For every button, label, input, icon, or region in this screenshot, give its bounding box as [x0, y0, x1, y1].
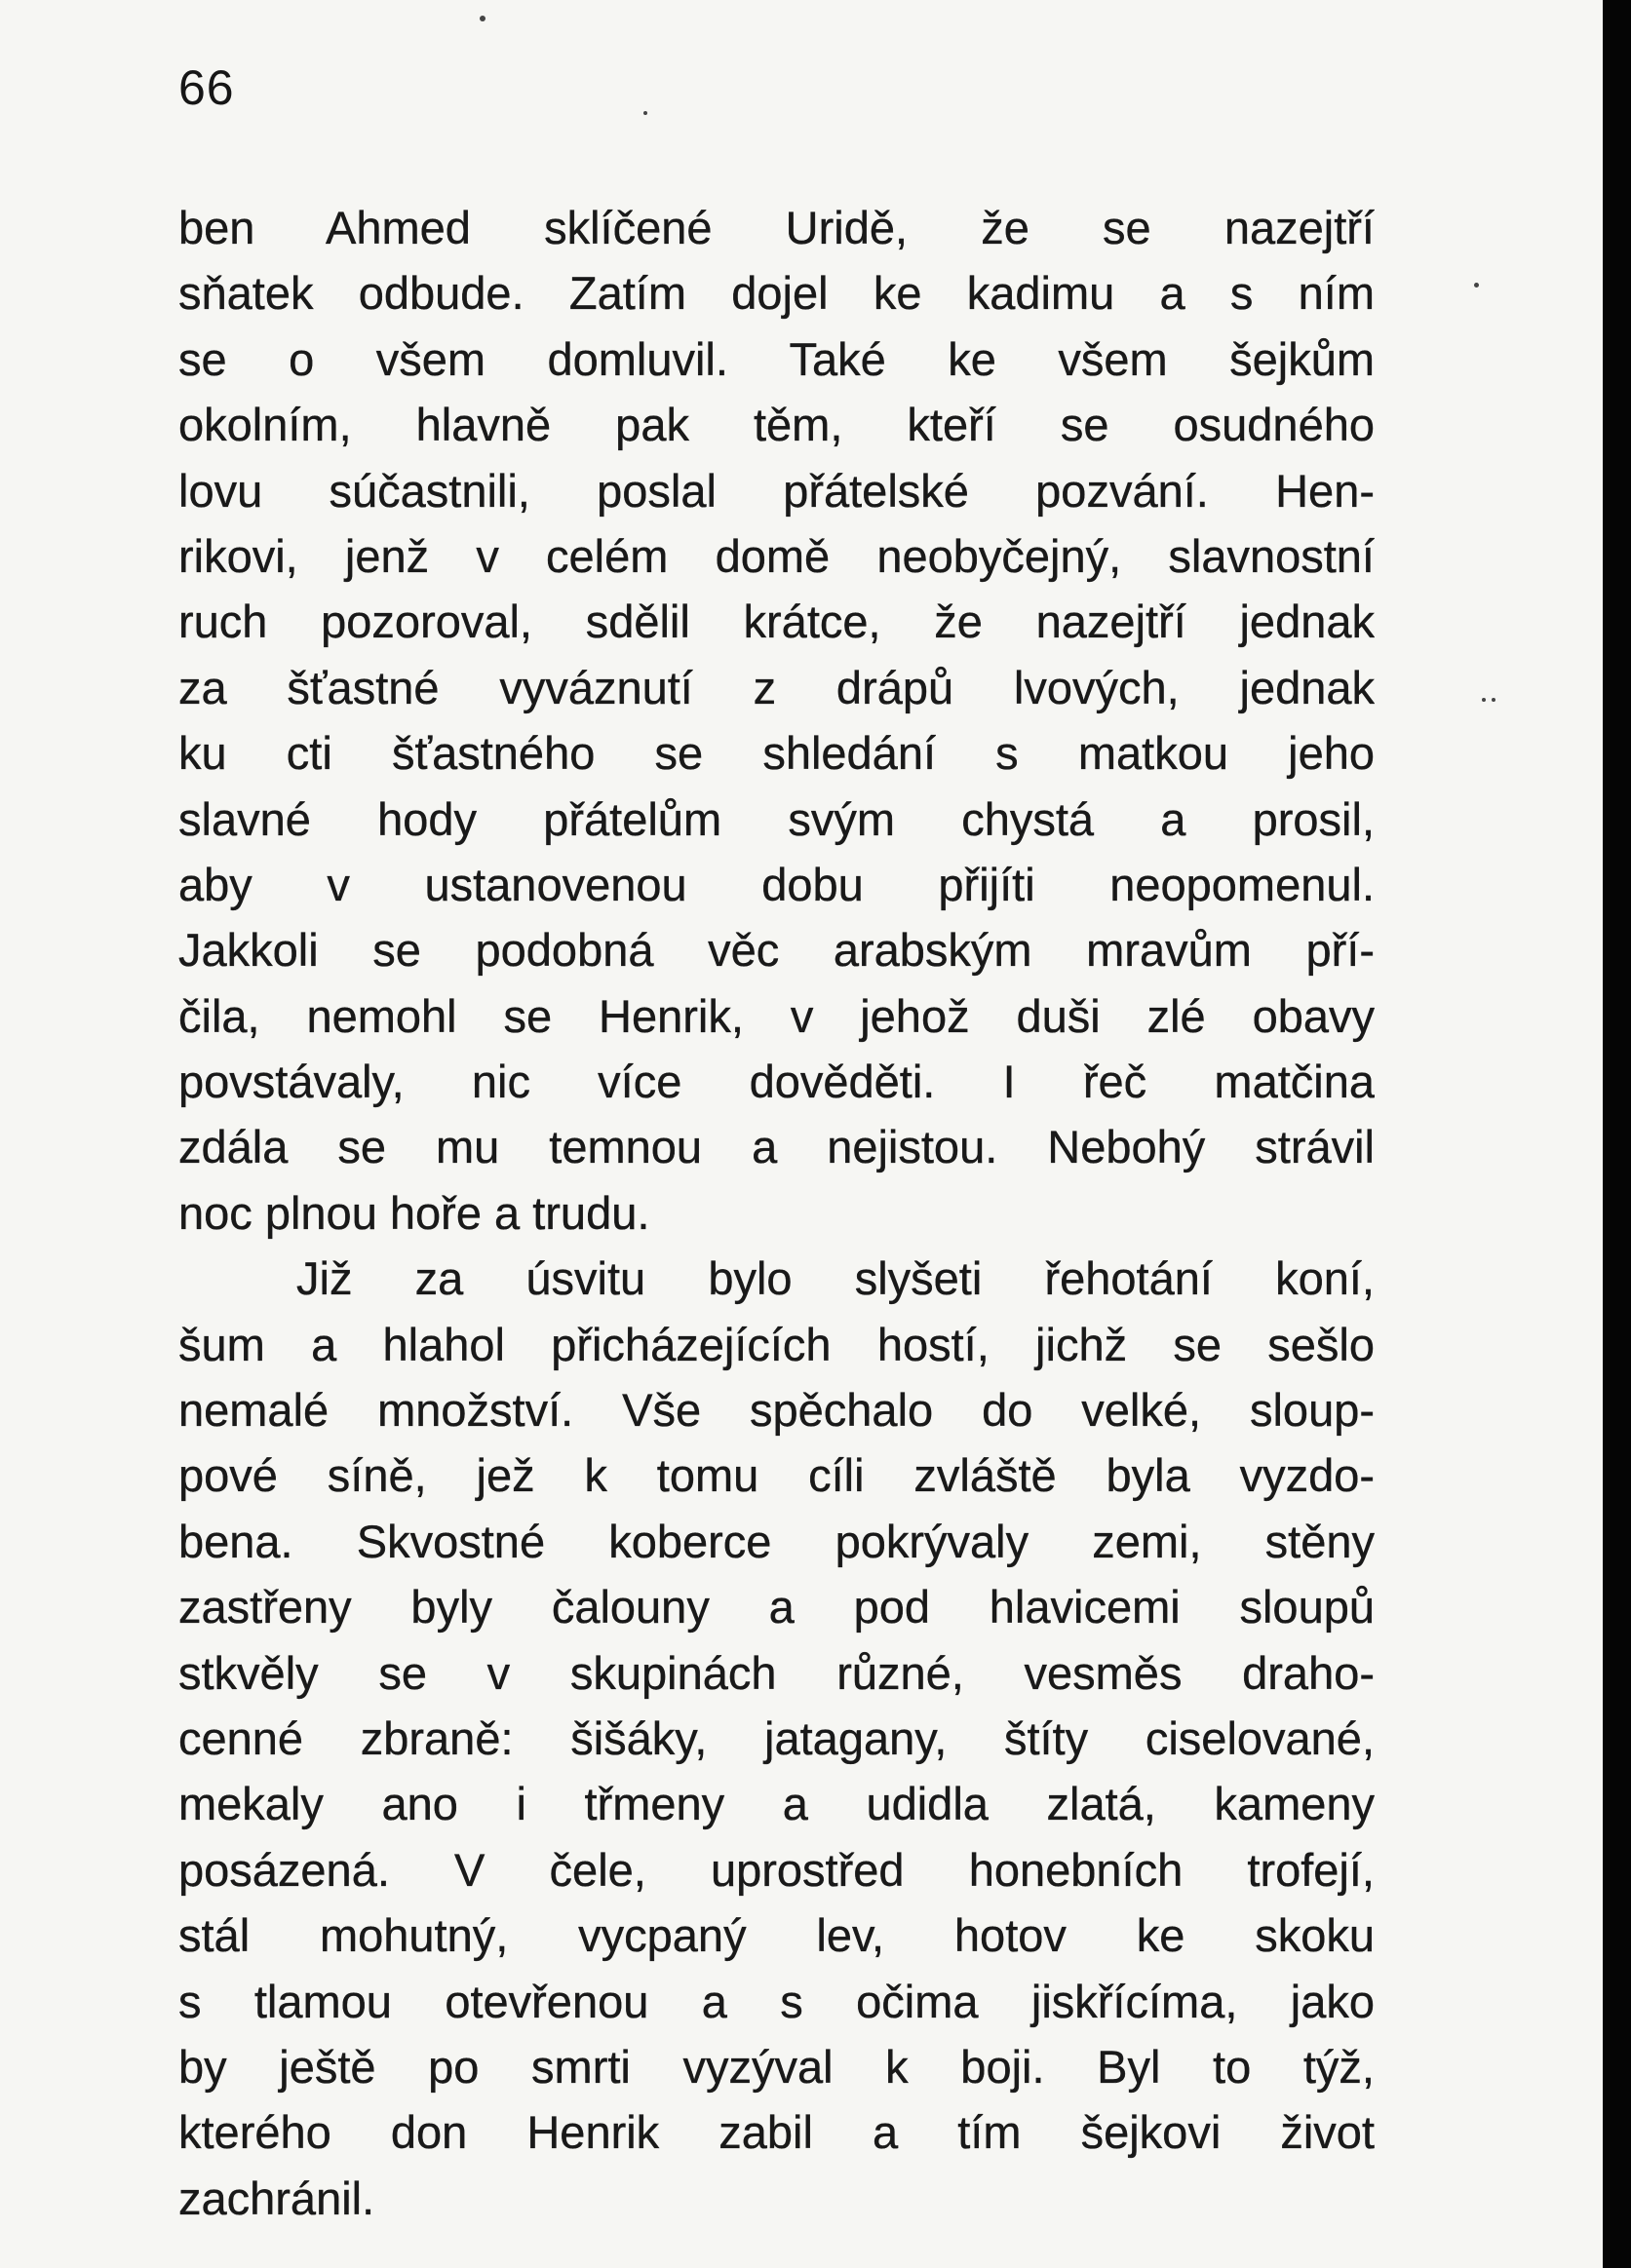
- text-line: sňatek odbude. Zatím dojel ke kadimu a s ním: [178, 267, 1375, 320]
- text-line: noc plnou hoře a trudu.: [178, 1186, 650, 1239]
- text-line: stál mohutný, vycpaný lev, hotov ke skoku: [178, 1909, 1375, 1962]
- text-line: ben Ahmed sklíčené Uridě, že se nazejtří: [178, 202, 1375, 253]
- text-line: šum a hlahol přicházejících hostí, jichž se sešlo: [178, 1318, 1375, 1370]
- text-line: kterého don Henrik zabil a tím šejkovi život: [178, 2106, 1375, 2159]
- text-line: pové síně, jež k tomu cíli zvláště byla vyzdo-: [178, 1449, 1375, 1502]
- text-line: stkvěly se v skupinách různé, vesměs draho-: [178, 1646, 1375, 1699]
- scan-speck: [480, 16, 485, 21]
- paragraph-2: [178, 1246, 1375, 2231]
- scan-speck: [1492, 698, 1495, 702]
- text-line: se o všem domluvil. Také ke všem šejkům: [178, 332, 1375, 385]
- text-line: Již za úsvitu bylo slyšeti řehotání koní,: [296, 1252, 1375, 1305]
- text-line: čila, nemohl se Henrik, v jehož duši zlé obavy: [178, 989, 1375, 1042]
- scan-speck: [1474, 283, 1479, 288]
- text-line: za šťastné vyváznutí z drápů lvových, jednak: [178, 661, 1375, 713]
- text-line: zastřeny byly čalouny a pod hlavicemi sloupů: [178, 1581, 1375, 1634]
- text-line: bena. Skvostné koberce pokrývaly zemi, stěny: [178, 1515, 1375, 1567]
- text-line: slavné hody přátelům svým chystá a prosil,: [178, 792, 1375, 845]
- text-line: posázená. V čele, uprostřed honebních trofejí,: [178, 1843, 1375, 1896]
- text-line: povstávaly, nic více dověděti. I řeč matčina: [178, 1056, 1375, 1108]
- text-line: nemalé množství. Vše spěchalo do velké, sloup-: [178, 1384, 1375, 1437]
- text-line: s tlamou otevřenou a s očima jiskřícíma, jako: [178, 1975, 1375, 2027]
- scan-border: [1603, 0, 1631, 2268]
- scan-speck: [643, 111, 647, 115]
- scan-speck: [1482, 698, 1486, 702]
- text-line: ku cti šťastného se shledání s matkou jeho: [178, 727, 1375, 780]
- text-line: aby v ustanovenou dobu přijíti neopomenul.: [178, 858, 1375, 910]
- text-line: Jakkoli se podobná věc arabským mravům pří-: [178, 924, 1375, 977]
- text-line: zdála se mu temnou a nejistou. Nebohý strávil: [178, 1121, 1375, 1173]
- text-line: rikovi, jenž v celém domě neobyčejný, slavnostní: [178, 529, 1375, 582]
- body-text: [178, 195, 1375, 2231]
- text-line: by ještě po smrti vyzýval k boji. Byl to týž,: [178, 2040, 1375, 2093]
- text-line: okolním, hlavně pak těm, kteří se osudného: [178, 399, 1375, 451]
- text-line: lovu súčastnili, poslal přátelské pozvání. Hen-: [178, 464, 1375, 517]
- text-line: mekaly ano i třmeny a udidla zlatá, kameny: [178, 1778, 1375, 1830]
- text-line: cenné zbraně: šišáky, jatagany, štíty ciselované,: [178, 1711, 1375, 1764]
- text-line: zachránil.: [178, 2172, 375, 2224]
- paragraph-1: [178, 195, 1375, 1246]
- page-number: 66: [178, 60, 235, 115]
- text-line: ruch pozoroval, sdělil krátce, že nazejtří jednak: [178, 596, 1375, 648]
